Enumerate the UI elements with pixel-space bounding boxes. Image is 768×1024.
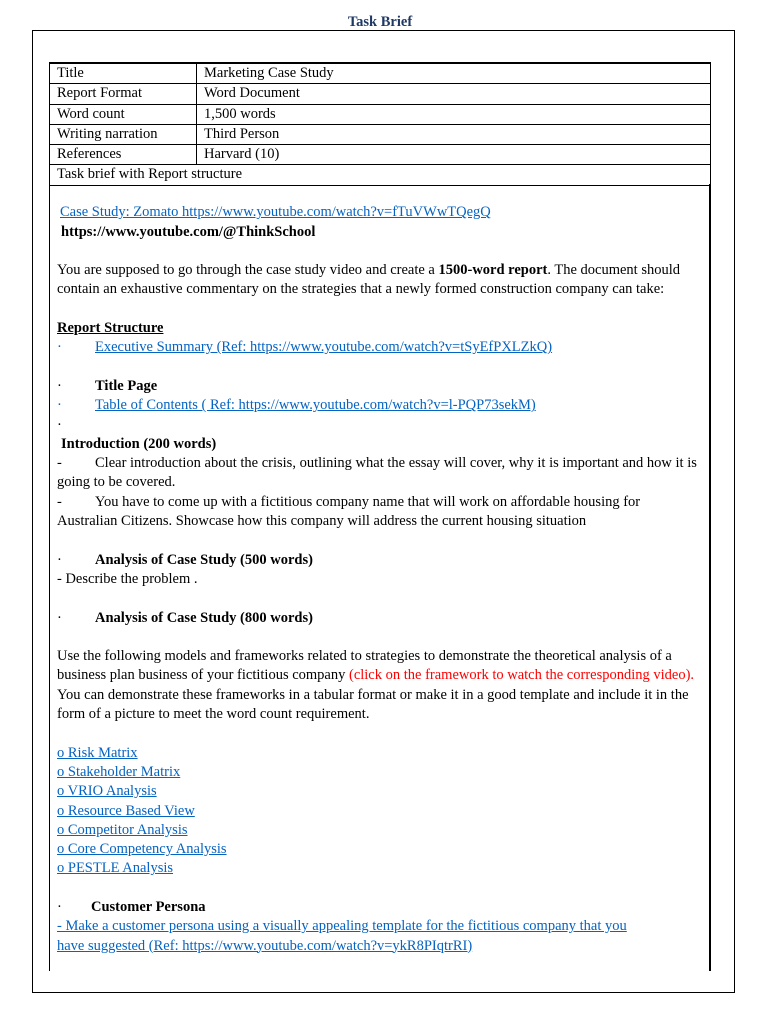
- row-value: Marketing Case Study: [197, 63, 711, 84]
- framework-link-risk-matrix[interactable]: o Risk Matrix: [57, 744, 138, 761]
- framework-link-stakeholder-matrix[interactable]: o Stakeholder Matrix: [57, 763, 181, 780]
- frameworks-paragraph: Use the following models and frameworks related to strategies to demonstrate the theoretical analysis of a business plan business of your fictitious company (click on the framework to watch the corresponding video). You can demonstrate these frameworks in a tabular format or make it in a good template and include it in the form of a picture to meet the word count requirement.: [57, 648, 695, 723]
- word-count-highlight: 1500-word report: [438, 262, 548, 279]
- report-structure-heading: Report Structure: [57, 320, 164, 337]
- analysis-800-heading: · Analysis of Case Study (800 words): [57, 609, 313, 626]
- case-study-link[interactable]: Case Study: Zomato https://www.youtube.com/watch?v=fTuVWwTQegQ: [60, 204, 491, 221]
- row-label: Title: [50, 63, 197, 84]
- row-label: Writing narration: [50, 124, 197, 144]
- row-label: Word count: [50, 104, 197, 124]
- row-value: Harvard (10): [197, 145, 711, 165]
- introduction-point: - You have to come up with a fictitious company name that will work on affordable housing for Australian Citizens. Showcase how this company will address the current housing situation: [57, 493, 641, 530]
- row-label: Report Format: [50, 84, 197, 104]
- row-value: 1,500 words: [197, 104, 711, 124]
- brief-body: [49, 184, 711, 971]
- introduction-heading: Introduction (200 words): [61, 435, 217, 452]
- toc-link[interactable]: · Table of Contents ( Ref: https://www.youtube.com/watch?v=l-PQP73sekM): [57, 397, 536, 414]
- row-value: Word Document: [197, 84, 711, 104]
- framework-link-core-competency[interactable]: o Core Competency Analysis: [57, 841, 227, 858]
- table-row: [50, 63, 711, 84]
- intro-paragraph: You are supposed to go through the case study video and create a 1500-word report. The document should contain an exhaustive commentary on the strategies that a newly formed construction company can take:: [57, 262, 680, 298]
- framework-link-pestle[interactable]: o PESTLE Analysis: [57, 860, 174, 877]
- table-row: [50, 165, 711, 185]
- framework-link-vrio[interactable]: o VRIO Analysis: [57, 783, 157, 800]
- task-brief-table: [49, 62, 711, 186]
- persona-link[interactable]: - Make a customer persona using a visually appealing template for the fictitious company that you: [57, 918, 627, 935]
- table-row: [50, 104, 711, 124]
- framework-link-resource-based-view[interactable]: o Resource Based View: [57, 802, 195, 819]
- table-row: [50, 124, 711, 144]
- introduction-point: - Clear introduction about the crisis, outlining what the essay will cover, why it is important and how it is going to be covered.: [57, 455, 697, 491]
- framework-link-competitor[interactable]: o Competitor Analysis: [57, 821, 188, 838]
- channel-link[interactable]: https://www.youtube.com/@ThinkSchool: [61, 223, 316, 240]
- structure-row: Task brief with Report structure: [50, 165, 711, 185]
- table-row: [50, 84, 711, 104]
- page-title: Task Brief: [347, 14, 413, 30]
- empty-bullet: ·: [57, 416, 62, 433]
- row-label: References: [50, 145, 197, 165]
- title-page-item: · Title Page: [57, 377, 158, 394]
- framework-instruction: (click on the framework to watch the corresponding video).: [348, 667, 695, 684]
- customer-persona-heading: · Customer Persona: [57, 898, 206, 915]
- analysis-500-heading: · Analysis of Case Study (500 words): [57, 551, 313, 568]
- analysis-500-description: - Describe the problem .: [57, 570, 198, 587]
- persona-link[interactable]: have suggested (Ref: https://www.youtube.com/watch?v=ykR8PIqtrRI): [57, 937, 473, 954]
- exec-summary-link[interactable]: · Executive Summary (Ref: https://www.youtube.com/watch?v=tSyEfPXLZkQ): [57, 339, 553, 356]
- row-value: Third Person: [197, 124, 711, 144]
- table-row: [50, 145, 711, 165]
